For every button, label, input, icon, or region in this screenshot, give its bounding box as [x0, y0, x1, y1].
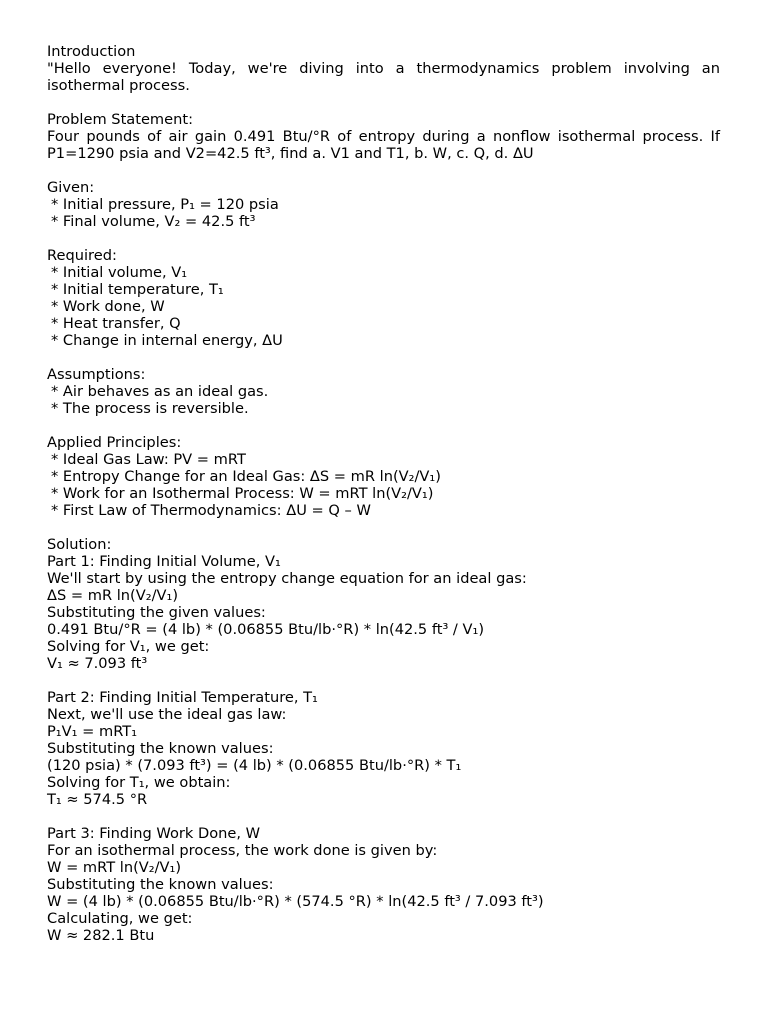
applied-principles-heading: Applied Principles:	[47, 434, 182, 451]
assumption-item: * Air behaves as an ideal gas.	[51, 383, 269, 400]
result-line: T₁ ≈ 574.5 °R	[47, 791, 148, 808]
principle-item: * First Law of Thermodynamics: ΔU = Q – W	[51, 502, 371, 519]
part-heading: Part 2: Finding Initial Temperature, T₁	[47, 689, 318, 706]
solution-heading: Solution:	[47, 536, 112, 553]
principle-item: * Work for an Isothermal Process: W = mRT ln(V₂/V₁)	[51, 485, 434, 502]
spacer	[47, 808, 720, 825]
given-heading: Given:	[47, 179, 95, 196]
assumptions-heading: Assumptions:	[47, 366, 146, 383]
spacer	[47, 417, 720, 434]
required-item: * Initial volume, V₁	[51, 264, 188, 281]
problem-statement-text: Four pounds of air gain 0.491 Btu/°R of entropy during a nonflow isothermal process. If P1=1290 psia and V2=42.5 ft³, find a. V1 and T1, b. W, c. Q, d. ΔU	[47, 128, 720, 162]
applied-principles-section	[47, 434, 720, 519]
required-item: * Initial temperature, T₁	[51, 281, 224, 298]
solution-line: Solving for V₁, we get:	[47, 638, 210, 655]
document-body	[47, 43, 720, 944]
principle-item: * Ideal Gas Law: PV = mRT	[51, 451, 246, 468]
required-item: * Work done, W	[51, 298, 165, 315]
solution-line: For an isothermal process, the work done is given by:	[47, 842, 438, 859]
solution-line: Solving for T₁, we obtain:	[47, 774, 231, 791]
problem-statement-heading: Problem Statement:	[47, 111, 194, 128]
introduction-section	[47, 43, 720, 94]
result-line: V₁ ≈ 7.093 ft³	[47, 655, 148, 672]
given-item: * Final volume, V₂ = 42.5 ft³	[51, 213, 256, 230]
principle-item: * Entropy Change for an Ideal Gas: ΔS = mR ln(V₂/V₁)	[51, 468, 441, 485]
problem-statement-section	[47, 111, 720, 162]
introduction-heading: Introduction	[47, 43, 136, 60]
solution-line: Substituting the known values:	[47, 876, 274, 893]
equation-line: W = mRT ln(V₂/V₁)	[47, 859, 182, 876]
required-section	[47, 247, 720, 349]
spacer	[47, 519, 720, 536]
assumption-item: * The process is reversible.	[51, 400, 249, 417]
solution-line: Substituting the known values:	[47, 740, 274, 757]
equation-line: W = (4 lb) * (0.06855 Btu/lb·°R) * (574.5 °R) * ln(42.5 ft³ / 7.093 ft³)	[47, 893, 544, 910]
equation-line: ΔS = mR ln(V₂/V₁)	[47, 587, 179, 604]
spacer	[47, 230, 720, 247]
solution-line: Substituting the given values:	[47, 604, 266, 621]
equation-line: P₁V₁ = mRT₁	[47, 723, 138, 740]
solution-part-2	[47, 689, 720, 808]
spacer	[47, 94, 720, 111]
solution-part-1	[47, 553, 720, 672]
required-item: * Heat transfer, Q	[51, 315, 181, 332]
assumptions-section	[47, 366, 720, 417]
spacer	[47, 162, 720, 179]
equation-line: 0.491 Btu/°R = (4 lb) * (0.06855 Btu/lb·°R) * ln(42.5 ft³ / V₁)	[47, 621, 485, 638]
solution-line: Next, we'll use the ideal gas law:	[47, 706, 287, 723]
solution-section	[47, 536, 720, 944]
solution-part-3	[47, 825, 720, 944]
required-item: * Change in internal energy, ΔU	[51, 332, 283, 349]
given-section	[47, 179, 720, 230]
given-item: * Initial pressure, P₁ = 120 psia	[51, 196, 279, 213]
solution-line: Calculating, we get:	[47, 910, 193, 927]
required-heading: Required:	[47, 247, 117, 264]
spacer	[47, 672, 720, 689]
part-heading: Part 3: Finding Work Done, W	[47, 825, 261, 842]
solution-line: We'll start by using the entropy change equation for an ideal gas:	[47, 570, 527, 587]
spacer	[47, 349, 720, 366]
part-heading: Part 1: Finding Initial Volume, V₁	[47, 553, 281, 570]
introduction-text: "Hello everyone! Today, we're diving into a thermodynamics problem involving an isothermal process.	[47, 60, 720, 94]
equation-line: (120 psia) * (7.093 ft³) = (4 lb) * (0.06855 Btu/lb·°R) * T₁	[47, 757, 462, 774]
result-line: W ≈ 282.1 Btu	[47, 927, 155, 944]
